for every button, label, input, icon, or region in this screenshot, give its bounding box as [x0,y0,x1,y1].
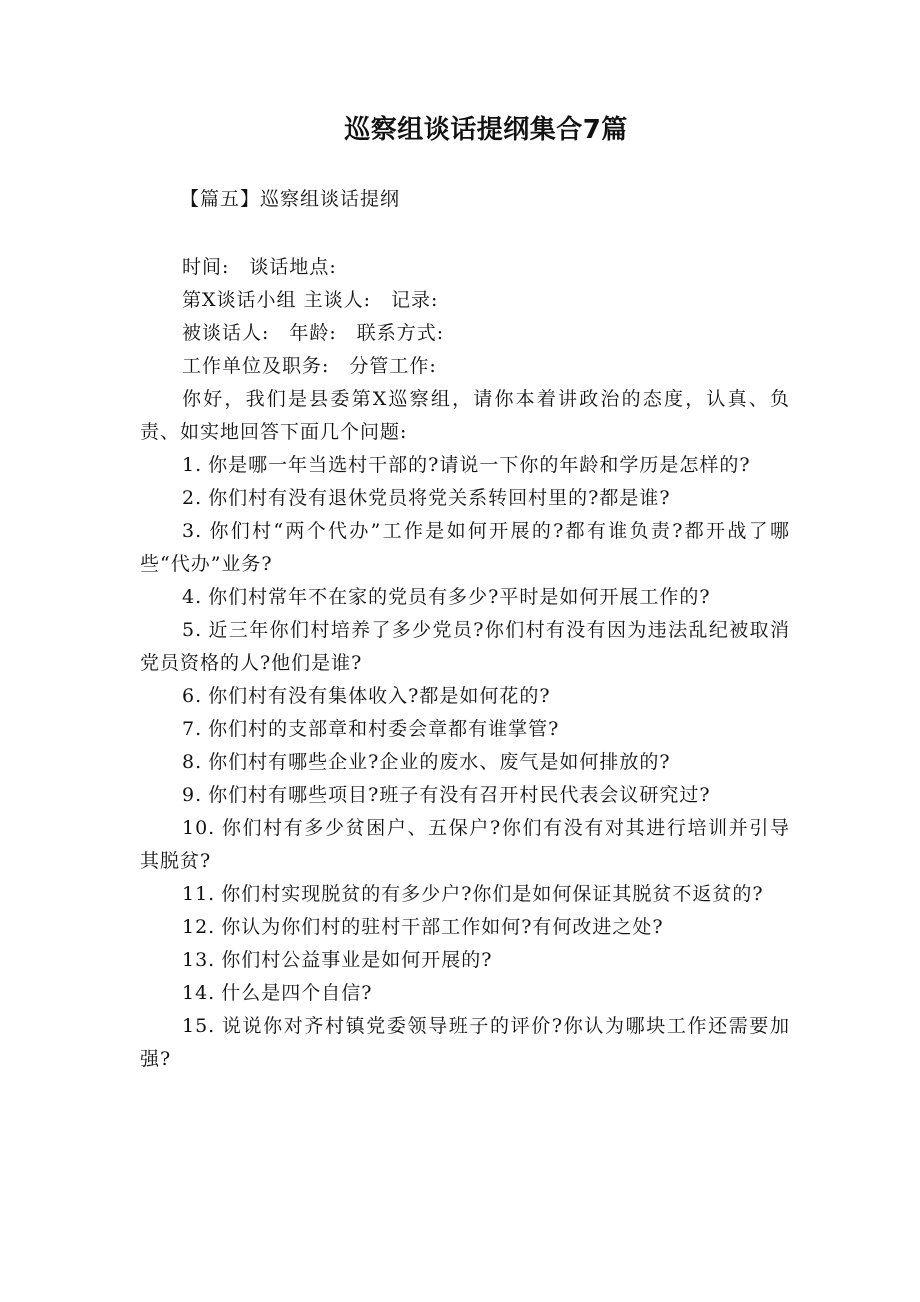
question-text: 什么是四个自信? [221,982,373,1004]
question-text: 你们村“两个代办”工作是如何开展的?都有谁负责?都开战了哪些“代办”业务? [140,520,790,575]
question-number: 11. [182,883,216,905]
question-text: 你们村有哪些企业?企业的废水、废气是如何排放的? [208,751,671,773]
question-number: 10. [182,817,216,839]
question-number: 4. [182,586,203,608]
question-number: 7. [182,718,203,740]
question-text: 近三年你们村培养了多少党员?你们村有没有因为违法乱纪被取消党员资格的人?他们是谁? [140,619,790,674]
question-number: 3. [182,520,203,542]
question-list [140,449,790,1076]
question-item [140,812,790,878]
question-number: 8. [182,751,203,773]
question-number: 6. [182,685,203,707]
question-number: 12. [182,916,216,938]
question-text: 你们村公益事业是如何开展的? [221,949,493,971]
question-item [140,713,790,746]
question-text: 说说你对齐村镇党委领导班子的评价?你认为哪块工作还需要加强? [140,1015,790,1070]
form-line-interviewee: 被谈话人: 年龄: 联系方式: [182,322,445,344]
question-number: 9. [182,784,203,806]
form-line-time-place: 时间: 谈话地点: [182,256,337,278]
question-item [140,944,790,977]
document-body [140,251,790,1076]
question-text: 你们村有多少贫困户、五保户?你们有没有对其进行培训并引导其脱贫? [140,817,790,872]
question-item [140,779,790,812]
question-item [140,614,790,680]
question-item [140,911,790,944]
question-text: 你们村有没有退休党员将党关系转回村里的?都是谁? [208,487,671,509]
question-item [140,482,790,515]
question-number: 1. [182,454,203,476]
question-text: 你认为你们村的驻村干部工作如何?有何改进之处? [221,916,664,938]
question-item [140,1010,790,1076]
question-item [140,515,790,581]
question-item [140,746,790,779]
question-text: 你们村常年不在家的党员有多少?平时是如何开展工作的? [208,586,711,608]
question-number: 5. [182,619,203,641]
document-title: 巡察组谈话提纲集合7篇 [344,115,628,145]
section-heading: 【篇五】巡察组谈话提纲 [180,188,401,210]
question-item [140,449,790,482]
question-item [140,977,790,1010]
intro-paragraph: 你好，我们是县委第X巡察组，请你本着讲政治的态度，认真、负责、如实地回答下面几个问题: [140,388,790,443]
question-text: 你们村实现脱贫的有多少户?你们是如何保证其脱贫不返贫的? [221,883,764,905]
question-text: 你们村有没有集体收入?都是如何花的? [208,685,551,707]
form-line-work-unit: 工作单位及职务: 分管工作: [182,355,437,377]
question-number: 13. [182,949,216,971]
question-item [140,878,790,911]
question-item [140,581,790,614]
question-number: 2. [182,487,203,509]
question-text: 你们村的支部章和村委会章都有谁掌管? [208,718,560,740]
question-text: 你们村有哪些项目?班子有没有召开村民代表会议研究过? [208,784,711,806]
question-item [140,680,790,713]
form-line-group-interviewer: 第X谈话小组 主谈人: 记录: [182,289,439,311]
question-text: 你是哪一年当选村干部的?请说一下你的年龄和学历是怎样的? [208,454,751,476]
question-number: 14. [182,982,216,1004]
question-number: 15. [182,1015,216,1037]
